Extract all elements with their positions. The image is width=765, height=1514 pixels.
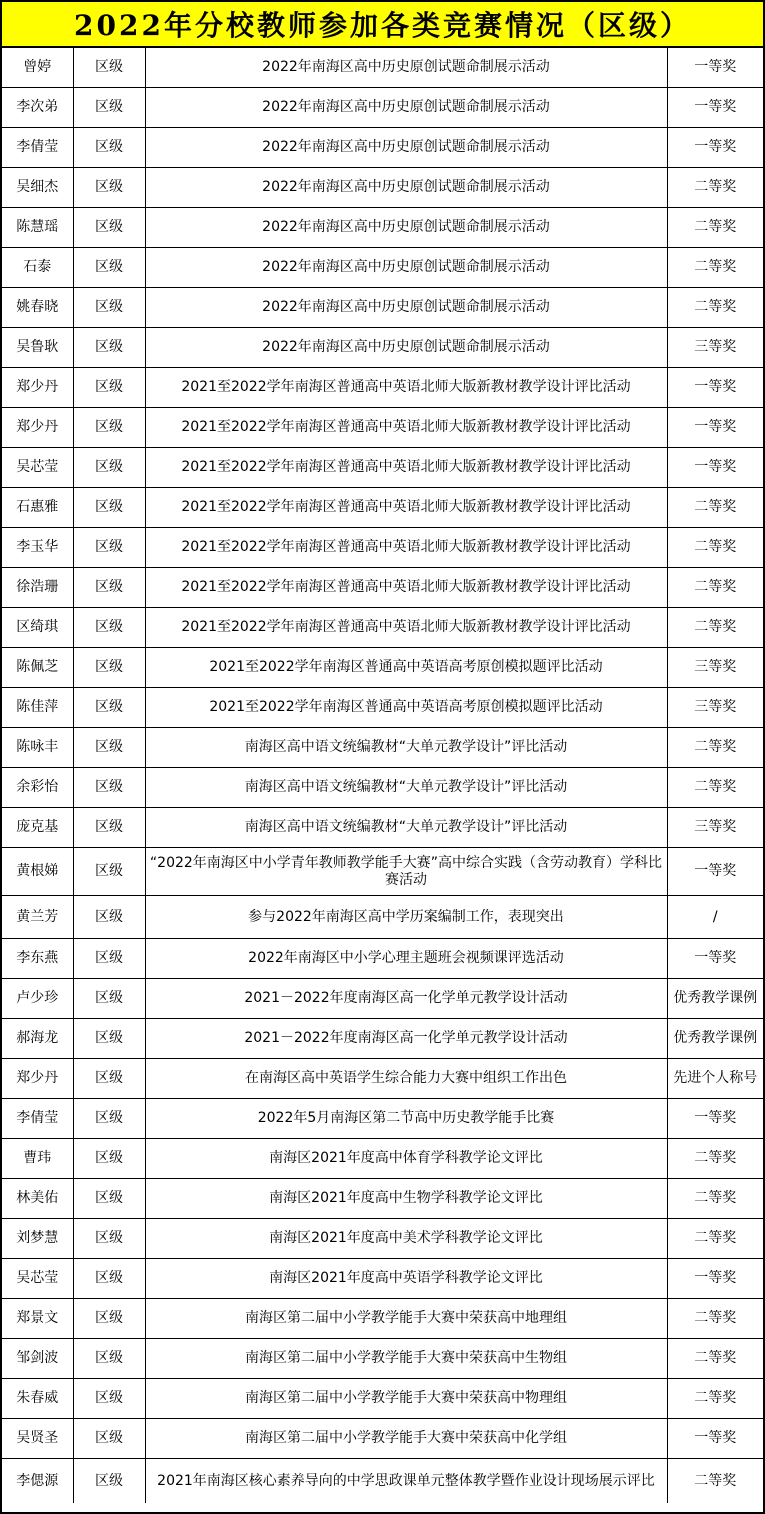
level-cell: 区级: [73, 1179, 145, 1219]
teacher-name-cell: 卢少珍: [2, 979, 73, 1019]
table-row: [2, 939, 763, 979]
activity-cell: 参与2022年南海区高中学历案编制工作，表现突出: [145, 896, 667, 939]
award-cell: 三等奖: [667, 648, 763, 688]
level-cell: 区级: [73, 1139, 145, 1179]
teacher-name-cell: 吴细杰: [2, 168, 73, 208]
level-cell: 区级: [73, 1419, 145, 1459]
activity-cell: 2021－2022年度南海区高一化学单元教学设计活动: [145, 979, 667, 1019]
award-cell: 二等奖: [667, 1379, 763, 1419]
award-cell: 二等奖: [667, 168, 763, 208]
level-cell: 区级: [73, 1299, 145, 1339]
activity-cell: 南海区2021年度高中美术学科教学论文评比: [145, 1219, 667, 1259]
level-cell: 区级: [73, 448, 145, 488]
activity-cell: 南海区第二届中小学教学能手大赛中荣获高中化学组: [145, 1419, 667, 1459]
teacher-name-cell: 姚春晓: [2, 288, 73, 328]
level-cell: 区级: [73, 128, 145, 168]
table-row: [2, 168, 763, 208]
table-row: [2, 288, 763, 328]
level-cell: 区级: [73, 168, 145, 208]
table-row: [2, 848, 763, 896]
table-row: [2, 768, 763, 808]
award-cell: 二等奖: [667, 1459, 763, 1504]
activity-cell: 2022年5月南海区第二节高中历史教学能手比赛: [145, 1099, 667, 1139]
award-cell: 优秀教学课例: [667, 979, 763, 1019]
level-cell: 区级: [73, 408, 145, 448]
award-cell: 二等奖: [667, 528, 763, 568]
award-cell: 二等奖: [667, 248, 763, 288]
page-title: 2022年分校教师参加各类竞赛情况（区级）: [2, 2, 763, 48]
table-row: [2, 368, 763, 408]
award-cell: 二等奖: [667, 608, 763, 648]
table-row: [2, 1379, 763, 1419]
table-row: [2, 48, 763, 88]
activity-cell: 2021至2022学年南海区普通高中英语北师大版新教材教学设计评比活动: [145, 528, 667, 568]
activity-cell: “2022年南海区中小学青年教师教学能手大赛”高中综合实践（含劳动教育）学科比赛活动: [145, 848, 667, 896]
award-cell: 一等奖: [667, 408, 763, 448]
table-row: [2, 328, 763, 368]
award-cell: 一等奖: [667, 368, 763, 408]
teacher-name-cell: 徐浩珊: [2, 568, 73, 608]
level-cell: 区级: [73, 1059, 145, 1099]
teacher-name-cell: 吴鲁耿: [2, 328, 73, 368]
activity-cell: 在南海区高中英语学生综合能力大赛中组织工作出色: [145, 1059, 667, 1099]
activity-cell: 2022年南海区高中历史原创试题命制展示活动: [145, 128, 667, 168]
activity-cell: 2022年南海区高中历史原创试题命制展示活动: [145, 168, 667, 208]
level-cell: 区级: [73, 48, 145, 88]
table-row: [2, 979, 763, 1019]
teacher-name-cell: 李次弟: [2, 88, 73, 128]
level-cell: 区级: [73, 208, 145, 248]
teacher-name-cell: 刘梦慧: [2, 1219, 73, 1259]
award-cell: 三等奖: [667, 808, 763, 848]
table-row: [2, 408, 763, 448]
table-row: [2, 1259, 763, 1299]
level-cell: 区级: [73, 1259, 145, 1299]
activity-cell: 2022年南海区高中历史原创试题命制展示活动: [145, 288, 667, 328]
activity-cell: 南海区高中语文统编教材“大单元教学设计”评比活动: [145, 728, 667, 768]
award-cell: 一等奖: [667, 88, 763, 128]
table-row: [2, 1219, 763, 1259]
table-row: [2, 1459, 763, 1504]
award-cell: 一等奖: [667, 448, 763, 488]
teacher-name-cell: 李倩莹: [2, 1099, 73, 1139]
activity-cell: 南海区2021年度高中生物学科教学论文评比: [145, 1179, 667, 1219]
level-cell: 区级: [73, 488, 145, 528]
level-cell: 区级: [73, 1019, 145, 1059]
award-cell: 二等奖: [667, 1339, 763, 1379]
teacher-name-cell: 黄根娣: [2, 848, 73, 896]
table-body: [2, 48, 763, 1503]
teacher-name-cell: 李偲源: [2, 1459, 73, 1504]
teacher-name-cell: 李东燕: [2, 939, 73, 979]
level-cell: 区级: [73, 848, 145, 896]
teacher-name-cell: 郑少丹: [2, 1059, 73, 1099]
level-cell: 区级: [73, 1099, 145, 1139]
activity-cell: 2021至2022学年南海区普通高中英语北师大版新教材教学设计评比活动: [145, 368, 667, 408]
activity-cell: 2021至2022学年南海区普通高中英语高考原创模拟题评比活动: [145, 648, 667, 688]
teacher-name-cell: 陈慧瑶: [2, 208, 73, 248]
level-cell: 区级: [73, 1219, 145, 1259]
award-cell: 二等奖: [667, 488, 763, 528]
level-cell: 区级: [73, 768, 145, 808]
award-cell: 一等奖: [667, 1099, 763, 1139]
award-cell: 二等奖: [667, 208, 763, 248]
teacher-name-cell: 郑少丹: [2, 408, 73, 448]
table-row: [2, 1059, 763, 1099]
award-cell: 二等奖: [667, 288, 763, 328]
level-cell: 区级: [73, 688, 145, 728]
activity-cell: 2021至2022学年南海区普通高中英语北师大版新教材教学设计评比活动: [145, 488, 667, 528]
activity-cell: 南海区2021年度高中英语学科教学论文评比: [145, 1259, 667, 1299]
activity-cell: 2022年南海区高中历史原创试题命制展示活动: [145, 48, 667, 88]
teacher-name-cell: 郑少丹: [2, 368, 73, 408]
award-cell: 三等奖: [667, 688, 763, 728]
activity-cell: 南海区高中语文统编教材“大单元教学设计”评比活动: [145, 768, 667, 808]
table-row: [2, 1419, 763, 1459]
award-cell: 二等奖: [667, 1179, 763, 1219]
award-cell: 一等奖: [667, 1419, 763, 1459]
teacher-name-cell: 郑景文: [2, 1299, 73, 1339]
teacher-name-cell: 李倩莹: [2, 128, 73, 168]
table-row: [2, 128, 763, 168]
activity-cell: 2022年南海区高中历史原创试题命制展示活动: [145, 248, 667, 288]
award-cell: 一等奖: [667, 48, 763, 88]
award-cell: 先进个人称号: [667, 1059, 763, 1099]
activity-cell: 2022年南海区高中历史原创试题命制展示活动: [145, 88, 667, 128]
award-cell: 二等奖: [667, 728, 763, 768]
award-cell: 二等奖: [667, 1219, 763, 1259]
level-cell: 区级: [73, 528, 145, 568]
level-cell: 区级: [73, 88, 145, 128]
table-row: [2, 528, 763, 568]
award-cell: 二等奖: [667, 1299, 763, 1339]
table-row: [2, 688, 763, 728]
level-cell: 区级: [73, 568, 145, 608]
table-row: [2, 1179, 763, 1219]
teacher-name-cell: 陈佳萍: [2, 688, 73, 728]
activity-cell: 2021－2022年度南海区高一化学单元教学设计活动: [145, 1019, 667, 1059]
award-cell: 二等奖: [667, 768, 763, 808]
teacher-name-cell: 李玉华: [2, 528, 73, 568]
activity-cell: 2021至2022学年南海区普通高中英语高考原创模拟题评比活动: [145, 688, 667, 728]
level-cell: 区级: [73, 808, 145, 848]
activity-cell: 2021至2022学年南海区普通高中英语北师大版新教材教学设计评比活动: [145, 448, 667, 488]
activity-cell: 2022年南海区高中历史原创试题命制展示活动: [145, 208, 667, 248]
table-row: [2, 608, 763, 648]
level-cell: 区级: [73, 1379, 145, 1419]
level-cell: 区级: [73, 728, 145, 768]
activity-cell: 2022年南海区高中历史原创试题命制展示活动: [145, 328, 667, 368]
award-cell: 一等奖: [667, 1259, 763, 1299]
activity-cell: 2022年南海区中小学心理主题班会视频课评选活动: [145, 939, 667, 979]
table-row: [2, 88, 763, 128]
teacher-name-cell: 朱春威: [2, 1379, 73, 1419]
table-row: [2, 488, 763, 528]
level-cell: 区级: [73, 979, 145, 1019]
level-cell: 区级: [73, 328, 145, 368]
level-cell: 区级: [73, 939, 145, 979]
teacher-name-cell: 吴芯莹: [2, 1259, 73, 1299]
table-row: [2, 1019, 763, 1059]
teacher-name-cell: 石泰: [2, 248, 73, 288]
level-cell: 区级: [73, 896, 145, 939]
teacher-name-cell: 邹剑波: [2, 1339, 73, 1379]
table-row: [2, 568, 763, 608]
table-row: [2, 1139, 763, 1179]
table-row: [2, 808, 763, 848]
level-cell: 区级: [73, 608, 145, 648]
award-cell: 优秀教学课例: [667, 1019, 763, 1059]
teacher-name-cell: 余彩怡: [2, 768, 73, 808]
activity-cell: 2021至2022学年南海区普通高中英语北师大版新教材教学设计评比活动: [145, 408, 667, 448]
teacher-name-cell: 陈咏丰: [2, 728, 73, 768]
table-row: [2, 1339, 763, 1379]
teacher-name-cell: 郝海龙: [2, 1019, 73, 1059]
table-row: [2, 448, 763, 488]
table-row: [2, 1299, 763, 1339]
teacher-name-cell: 吴芯莹: [2, 448, 73, 488]
teacher-name-cell: 吴贤圣: [2, 1419, 73, 1459]
award-cell: 一等奖: [667, 939, 763, 979]
level-cell: 区级: [73, 1459, 145, 1504]
activity-cell: 南海区第二届中小学教学能手大赛中荣获高中物理组: [145, 1379, 667, 1419]
activity-cell: 南海区第二届中小学教学能手大赛中荣获高中地理组: [145, 1299, 667, 1339]
award-cell: 三等奖: [667, 328, 763, 368]
teacher-name-cell: 林美佑: [2, 1179, 73, 1219]
award-cell: /: [667, 896, 763, 939]
activity-cell: 南海区2021年度高中体育学科教学论文评比: [145, 1139, 667, 1179]
teacher-name-cell: 曹玮: [2, 1139, 73, 1179]
activity-cell: 2021至2022学年南海区普通高中英语北师大版新教材教学设计评比活动: [145, 568, 667, 608]
activity-cell: 南海区第二届中小学教学能手大赛中荣获高中生物组: [145, 1339, 667, 1379]
table-row: [2, 208, 763, 248]
table-row: [2, 248, 763, 288]
award-cell: 二等奖: [667, 1139, 763, 1179]
teacher-name-cell: 石惠雅: [2, 488, 73, 528]
teacher-name-cell: 区绮琪: [2, 608, 73, 648]
level-cell: 区级: [73, 288, 145, 328]
activity-cell: 南海区高中语文统编教材“大单元教学设计”评比活动: [145, 808, 667, 848]
table-row: [2, 648, 763, 688]
level-cell: 区级: [73, 1339, 145, 1379]
table-row: [2, 728, 763, 768]
teacher-name-cell: 黄兰芳: [2, 896, 73, 939]
teacher-name-cell: 曾婷: [2, 48, 73, 88]
award-cell: 一等奖: [667, 128, 763, 168]
level-cell: 区级: [73, 368, 145, 408]
table-row: [2, 1099, 763, 1139]
activity-cell: 2021至2022学年南海区普通高中英语北师大版新教材教学设计评比活动: [145, 608, 667, 648]
activity-cell: 2021年南海区核心素养导向的中学思政课单元整体教学暨作业设计现场展示评比: [145, 1459, 667, 1504]
level-cell: 区级: [73, 648, 145, 688]
level-cell: 区级: [73, 248, 145, 288]
award-cell: 二等奖: [667, 568, 763, 608]
award-cell: 一等奖: [667, 848, 763, 896]
teacher-name-cell: 庞克基: [2, 808, 73, 848]
table-row: [2, 896, 763, 939]
teacher-name-cell: 陈佩芝: [2, 648, 73, 688]
competition-table: [2, 48, 763, 1503]
